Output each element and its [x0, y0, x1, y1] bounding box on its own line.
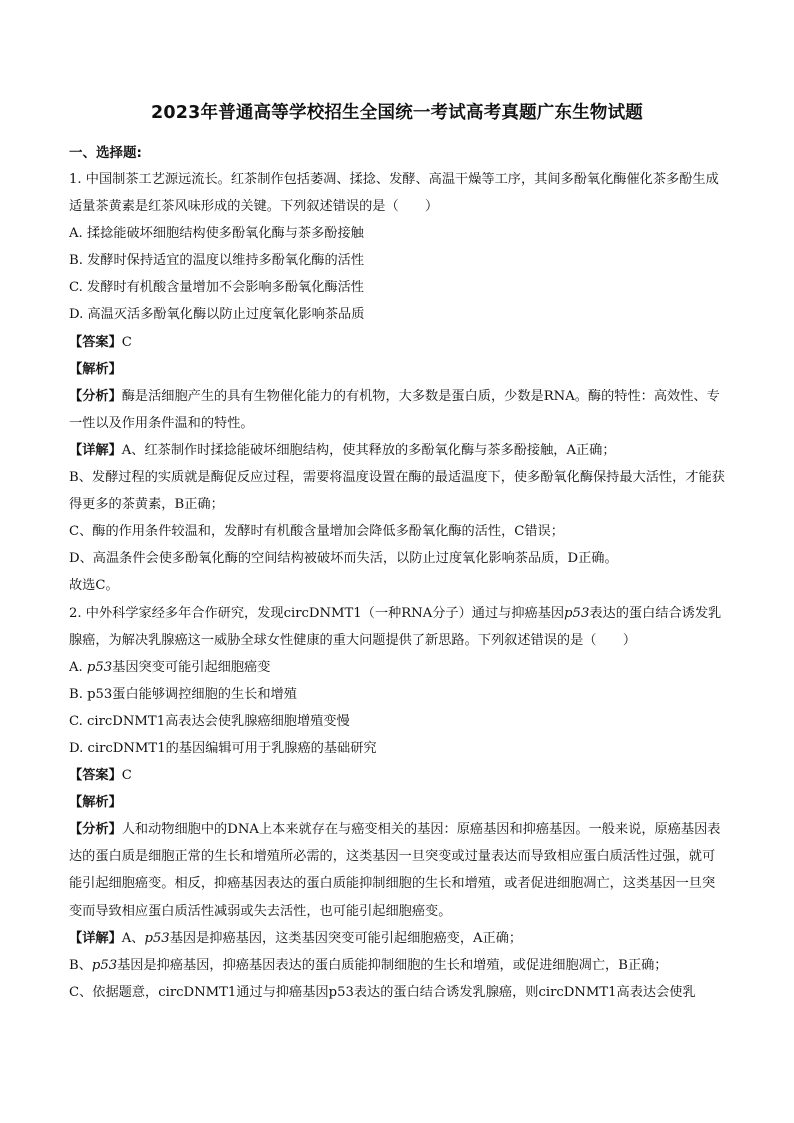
detail-prefix: A、 — [121, 930, 145, 946]
question-1-option-d: D. 高温灭活多酚氧化酶以防止过度氧化影响茶品质 — [69, 307, 365, 323]
analysis-label: 解析 — [82, 795, 109, 811]
question-1-detail: 【详解】A、红茶制作时揉捻能破坏细胞结构，使其释放的多酚氧化酶与茶多酚接触，A正确； — [69, 442, 616, 458]
analysis-label: 解析 — [82, 361, 109, 377]
gene-name: p53 — [86, 659, 113, 675]
document-body — [69, 166, 727, 1006]
question-2-detail-c: C、依据题意，circDNMT1通过与抑癌基因p53表达的蛋白结合诱发乳腺癌，则circDNMT1高表达会使乳 — [69, 984, 696, 1000]
question-1-option-b: B. 发酵时保持适宜的温度以维持多酚氧化酶的活性 — [69, 253, 365, 269]
question-1-detail-c: C、酶的作用条件较温和，发酵时有机酸含量增加会降低多酚氧化酶的活性，C错误； — [69, 524, 564, 540]
answer-value: C — [121, 334, 132, 350]
question-1-analysis-heading: 【解析】 — [69, 361, 122, 377]
question-2-answer: 【答案】C — [69, 768, 132, 784]
answer-value: C — [121, 768, 132, 784]
question-1-answer: 【答案】C — [69, 334, 132, 350]
answer-label: 答案 — [82, 334, 109, 350]
question-1-option-c: C. 发酵时有机酸含量增加不会影响多酚氧化酶活性 — [69, 280, 364, 296]
question-2-option-a — [69, 654, 727, 681]
question-2-analysis-heading: 【解析】 — [69, 795, 122, 811]
gene-name: p53 — [144, 930, 170, 946]
section-heading: 一、选择题: — [69, 145, 142, 161]
fenxi-text: 酶是活细胞产生的具有生物催化能力的有机物，大多数是蛋白质，少数是RNA。酶的特性：高效性、专一性以及作用条件温和的特性。 — [69, 388, 720, 431]
fenxi-text: 人和动物细胞中的DNA上本来就存在与癌变相关的基因：原癌基因和抑癌基因。一般来说，原癌基因表达的蛋白质是细胞正常的生长和增殖所必需的，这类基因一旦突变或过量表达而导致相应蛋白质活性过强，就可能引起细胞癌变。相反，抑癌基因表达的蛋白质能抑制细胞的生长和增殖，或者促进细胞凋亡，这类基因一旦突变而导致相应蛋白质活性减弱或失去活性，也可能引起细胞癌变。 — [69, 822, 721, 919]
question-1-stem: 1. 中国制茶工艺源远流长。红茶制作包括萎凋、揉捻、发酵、高温干燥等工序，其间多酚氧化酶催化茶多酚生成适量茶黄素是红茶风味形成的关键。下列叙述错误的是（ ） — [69, 172, 719, 215]
gene-name: p53 — [564, 605, 590, 621]
gene-name: p53 — [91, 957, 118, 973]
question-2-option-b: B. p53蛋白能够调控细胞的生长和增殖 — [69, 686, 297, 702]
option-text: 基因突变可能引起细胞癌变 — [112, 659, 271, 675]
detail-text: 基因是抑癌基因，抑癌基因表达的蛋白质能抑制细胞的生长和增殖，或促进细胞凋亡，B正确； — [117, 957, 668, 973]
question-2-fenxi: 【分析】人和动物细胞中的DNA上本来就存在与癌变相关的基因：原癌基因和抑癌基因。一般来说，原癌基因表达的蛋白质是细胞正常的生长和增殖所必需的，这类基因一旦突变或过量表达而导致相应蛋白质活性过强，就可能引起细胞癌变。相反，抑癌基因表达的蛋白质能抑制细胞的生长和增殖，或者促进细胞凋亡，这类基因一旦突变而导致相应蛋白质活性减弱或失去活性，也可能引起细胞癌变。 — [69, 822, 721, 919]
question-1-detail-d: D、高温条件会使多酚氧化酶的空间结构被破坏而失活，以防止过度氧化影响茶品质，D正确。 — [69, 551, 618, 567]
document-title: 2023年普通高等学校招生全国统一考试高考真题广东生物试题 — [150, 103, 643, 123]
question-1-option-a: A. 揉捻能破坏细胞结构使多酚氧化酶与茶多酚接触 — [69, 226, 364, 242]
stem-text: 表达的蛋白结合诱发乳腺癌，为解决乳腺癌这一威胁全球女性健康的重大问题提供了新思路。下列叙述错误的是（ ） — [69, 605, 722, 648]
detail-text: A、红茶制作时揉捻能破坏细胞结构，使其释放的多酚氧化酶与茶多酚接触，A正确； — [121, 442, 616, 458]
question-1-fenxi: 【分析】酶是活细胞产生的具有生物催化能力的有机物，大多数是蛋白质，少数是RNA。酶的特性：高效性、专一性以及作用条件温和的特性。 — [69, 388, 720, 431]
question-1-conclusion: 故选C。 — [69, 578, 119, 594]
question-2-stem — [69, 600, 727, 654]
option-prefix: A. — [69, 659, 87, 675]
question-2-detail-a: 【详解】A、p53基因是抑癌基因，这类基因突变可能引起细胞癌变，A正确； — [69, 930, 523, 946]
question-2-option-c: C. circDNMT1高表达会使乳腺癌细胞增殖变慢 — [69, 713, 350, 729]
detail-label: 详解 — [82, 930, 109, 946]
question-1-detail-b: B、发酵过程的实质就是酶促反应过程，需要将温度设置在酶的最适温度下，使多酚氧化酶保持最大活性，才能获得更多的茶黄素，B正确； — [69, 470, 725, 513]
fenxi-label: 分析 — [82, 822, 109, 838]
question-2-option-d: D. circDNMT1的基因编辑可用于乳腺癌的基础研究 — [69, 740, 377, 756]
fenxi-label: 分析 — [82, 388, 109, 404]
detail-prefix: B、 — [69, 957, 92, 973]
detail-text: 基因是抑癌基因，这类基因突变可能引起细胞癌变，A正确； — [169, 930, 523, 946]
stem-text: 2. 中外科学家经多年合作研究，发现circDNMT1（一种RNA分子）通过与抑癌基因 — [69, 605, 565, 621]
question-2-detail-b — [69, 952, 727, 979]
answer-label: 答案 — [82, 768, 109, 784]
detail-label: 详解 — [82, 442, 109, 458]
